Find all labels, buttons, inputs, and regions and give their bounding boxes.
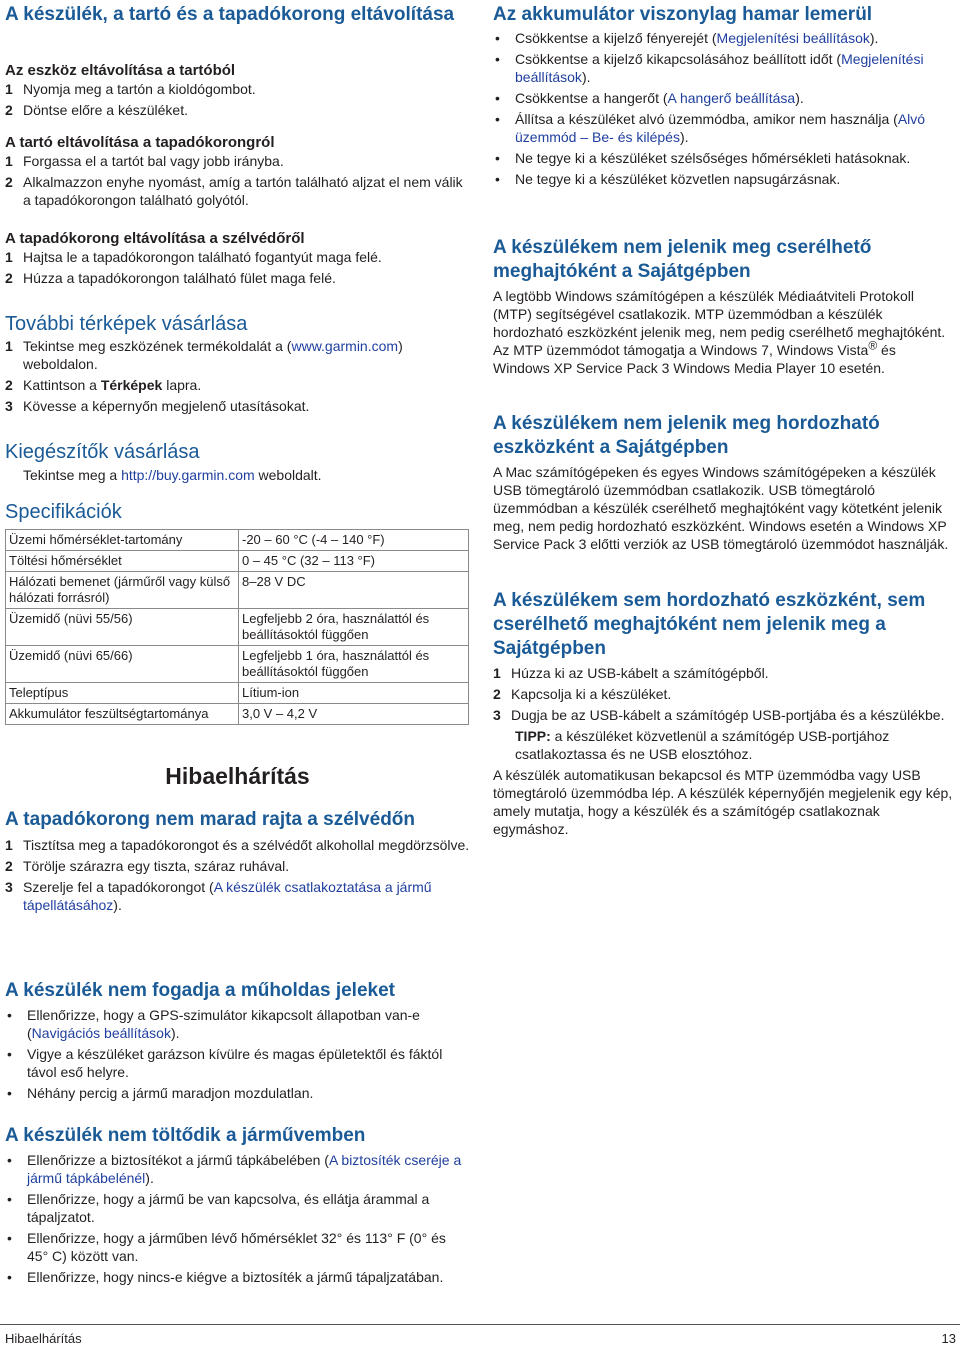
section-title-neither: A készülékem sem hordozható eszközként, sem cserélhető meghajtóként nem jelenik meg a Sajátgépben <box>493 590 926 659</box>
spec-label: Akkumulátor feszültségtartománya <box>6 704 239 725</box>
vehicle-power-link[interactable]: A készülék csatlakoztatása a jármű tápellátásához <box>23 879 432 913</box>
spec-label: Töltési hőmérséklet <box>6 551 239 572</box>
spec-label: Teleptípus <box>6 683 239 704</box>
spec-value: 0 – 45 °C (32 – 113 °F) <box>239 551 469 572</box>
list-item: • Ellenőrizze, hogy a járműben lévő hőmérséklet 32° és 113° F (0° és 45° C) között van. <box>5 1229 470 1265</box>
list-item: 2 Húzza a tapadókorongon található fület maga felé. <box>5 270 336 286</box>
spec-value: Legfeljebb 2 óra, használattól és beállításoktól függően <box>239 609 469 646</box>
table-row <box>6 572 469 609</box>
list-item: • Ne tegye ki a készüléket szélsőséges hőmérsékleti hatásoknak. <box>493 149 955 167</box>
fuse-replacement-link[interactable]: A biztosíték cseréje a jármű tápkábelénél <box>27 1152 462 1186</box>
list-item: 1 Tekintse meg eszközének termékoldalát a (www.garmin.com) weboldalon. <box>5 338 403 372</box>
page-footer <box>0 1324 960 1348</box>
list-item: 1 Forgassa el a tartót bal vagy jobb irányba. <box>5 153 284 169</box>
display-settings-link[interactable]: Megjelenítési beállítások <box>716 30 870 46</box>
list-item: 3 Szerelje fel a tapadókorongot (A készülék csatlakoztatása a jármű tápellátásához). <box>5 879 432 913</box>
list-item: 2 Kapcsolja ki a készüléket. <box>493 686 672 702</box>
list-item: • Csökkentse a kijelző fényerejét (Megjelenítési beállítások). <box>493 29 955 47</box>
list-item: • Néhány percig a jármű maradjon mozdulatlan. <box>5 1084 470 1102</box>
volume-settings-link[interactable]: A hangerő beállítása <box>667 90 796 106</box>
spec-table <box>5 529 469 725</box>
list-item: • Ellenőrizze a biztosítékot a jármű tápkábelében (A biztosíték cseréje a jármű tápkábelénél). <box>5 1151 470 1187</box>
tip-note: TIPP: a készüléket közvetlenül a számítógép USB-portjához csatlakoztassa és ne USB elosztóhoz. <box>515 728 890 762</box>
section-title-removal: A készülék, a tartó és a tapadókorong eltávolítása <box>5 4 455 25</box>
list-item: • Ellenőrizze, hogy a GPS-szimulátor kikapcsolt állapotban van-e (Navigációs beállítások). <box>5 1006 470 1042</box>
subheading-remove-suction-cup: A tapadókorong eltávolítása a szélvédőről <box>5 230 305 247</box>
list-item: 3 Kövesse a képernyőn megjelenő utasításokat. <box>5 398 310 414</box>
spec-value: Legfeljebb 1 óra, használattól és beállításoktól függően <box>239 646 469 683</box>
list-item: 1 Húzza ki az USB-kábelt a számítógépből. <box>493 665 769 681</box>
paragraph: A legtöbb Windows számítógépen a készülék Médiaátviteli Protokoll (MTP) segítségével csatlakozik. MTP üzemmódban a készülék hordozható eszközként jelenik meg, nem pedig cserélhető meghajtóként. Az MTP üzemmódot támogatja a Windows 7, Windows Vista® és Windows XP Service Pack 3 Windows Media Player 10 esetén. <box>493 288 946 376</box>
list-item: • Csökkentse a hangerőt (A hangerő beállítása). <box>493 89 955 107</box>
list-item: • Csökkentse a kijelző kikapcsolásához beállított időt (Megjelenítési beállítások). <box>493 50 955 86</box>
list-item: • Ellenőrizze, hogy a jármű be van kapcsolva, és ellátja árammal a tápaljzatot. <box>5 1190 470 1226</box>
list-item: 1 Hajtsa le a tapadókorongon található fogantyút maga felé. <box>5 249 382 265</box>
spec-label: Üzemidő (nüvi 65/66) <box>6 646 239 683</box>
spec-label: Hálózati bemenet (járműről vagy külső hálózati forrásról) <box>6 572 239 609</box>
spec-value: 8–28 V DC <box>239 572 469 609</box>
spec-value: -20 – 60 °C (-4 – 140 °F) <box>239 530 469 551</box>
list-item: 2 Törölje szárazra egy tiszta, száraz ruhával. <box>5 858 290 874</box>
section-title-portable-device: A készülékem nem jelenik meg hordozható eszközként a Sajátgépben <box>493 413 880 458</box>
list-item: 2 Alkalmazzon enyhe nyomást, amíg a tartón található aljzat el nem válik a tapadókorongon található golyótól. <box>5 174 463 208</box>
table-row <box>6 609 469 646</box>
garmin-link[interactable]: www.garmin.com <box>291 338 399 354</box>
display-settings-link[interactable]: Megjelenítési beállítások <box>515 51 924 85</box>
list-item: • Vigye a készüléket garázson kívülre és magas épületektől és fáktól távol eső helyre. <box>5 1045 470 1081</box>
spec-label: Üzemi hőmérséklet-tartomány <box>6 530 239 551</box>
section-title-maps: További térképek vásárlása <box>5 313 248 335</box>
list-item: 1 Nyomja meg a tartón a kioldógombot. <box>5 81 256 97</box>
spec-value: Lítium-ion <box>239 683 469 704</box>
page-number: 13 <box>941 1331 956 1346</box>
sleep-mode-link[interactable]: Alvó üzemmód – Be- és kilépés <box>515 111 926 145</box>
list-item: 2 Kattintson a Térképek lapra. <box>5 377 202 393</box>
list-item: 3 Dugja be az USB-kábelt a számítógép USB-portjába és a készülékbe. <box>493 707 945 723</box>
table-row <box>6 704 469 725</box>
steps-remove-from-mount <box>5 80 470 119</box>
section-title-specs: Specifikációk <box>5 501 122 523</box>
list-item: 2 Döntse előre a készüléket. <box>5 102 188 118</box>
subheading-remove-from-mount: Az eszköz eltávolítása a tartóból <box>5 62 236 79</box>
paragraph: A Mac számítógépeken és egyes Windows számítógépeken a készülék USB tömegtároló üzemmódban csatlakozik. USB tömegtároló üzemmódban a készülék cserélhető meghajtóként vagy kötetként jelenik meg, nem pedig hordozható eszközként. Windows esetén a Windows XP Service Pack 3 előtti verziók az USB tömegtároló üzemmódot használják. <box>493 464 949 552</box>
list-item: 1 Tisztítsa meg a tapadókorongot és a szélvédőt alkohollal megdörzsölve. <box>5 837 470 853</box>
spec-label: Üzemidő (nüvi 55/56) <box>6 609 239 646</box>
navigation-settings-link[interactable]: Navigációs beállítások <box>31 1025 171 1041</box>
section-title-charging: A készülék nem töltődik a járművemben <box>5 1125 366 1146</box>
section-title-suction-cup: A tapadókorong nem marad rajta a szélvédőn <box>5 809 416 830</box>
table-row <box>6 646 469 683</box>
section-title-satellite: A készülék nem fogadja a műholdas jeleket <box>5 980 395 1001</box>
spec-value: 3,0 V – 4,2 V <box>239 704 469 725</box>
section-title-accessories: Kiegészítők vásárlása <box>5 441 200 463</box>
table-row <box>6 683 469 704</box>
subheading-remove-mount: A tartó eltávolítása a tapadókorongról <box>5 134 275 151</box>
section-title-battery: Az akkumulátor viszonylag hamar lemerül <box>493 4 873 25</box>
list-item: • Ellenőrizze, hogy nincs-e kiégve a biztosíték a jármű tápaljzatában. <box>5 1268 470 1286</box>
list-item: • Ne tegye ki a készüléket közvetlen napsugárzásnak. <box>493 170 955 188</box>
table-row <box>6 551 469 572</box>
section-title-removable-drive: A készülékem nem jelenik meg cserélhető meghajtóként a Sajátgépben <box>493 237 872 282</box>
chapter-title: Hibaelhárítás <box>165 763 310 789</box>
list-item: • Állítsa a készüléket alvó üzemmódba, amikor nem használja (Alvó üzemmód – Be- és kilépés). <box>493 110 955 146</box>
paragraph: A készülék automatikusan bekapcsol és MTP üzemmódba vagy USB tömegtároló üzemmódba lép. A készülék képernyőjén megjelenik egy kép, amely mutatja, hogy a készülék és a számítógép csatlakoznak egymáshoz. <box>493 767 953 837</box>
buy-garmin-link[interactable]: http://buy.garmin.com <box>121 467 255 483</box>
table-row <box>6 530 469 551</box>
footer-section-title: Hibaelhárítás <box>5 1331 82 1346</box>
